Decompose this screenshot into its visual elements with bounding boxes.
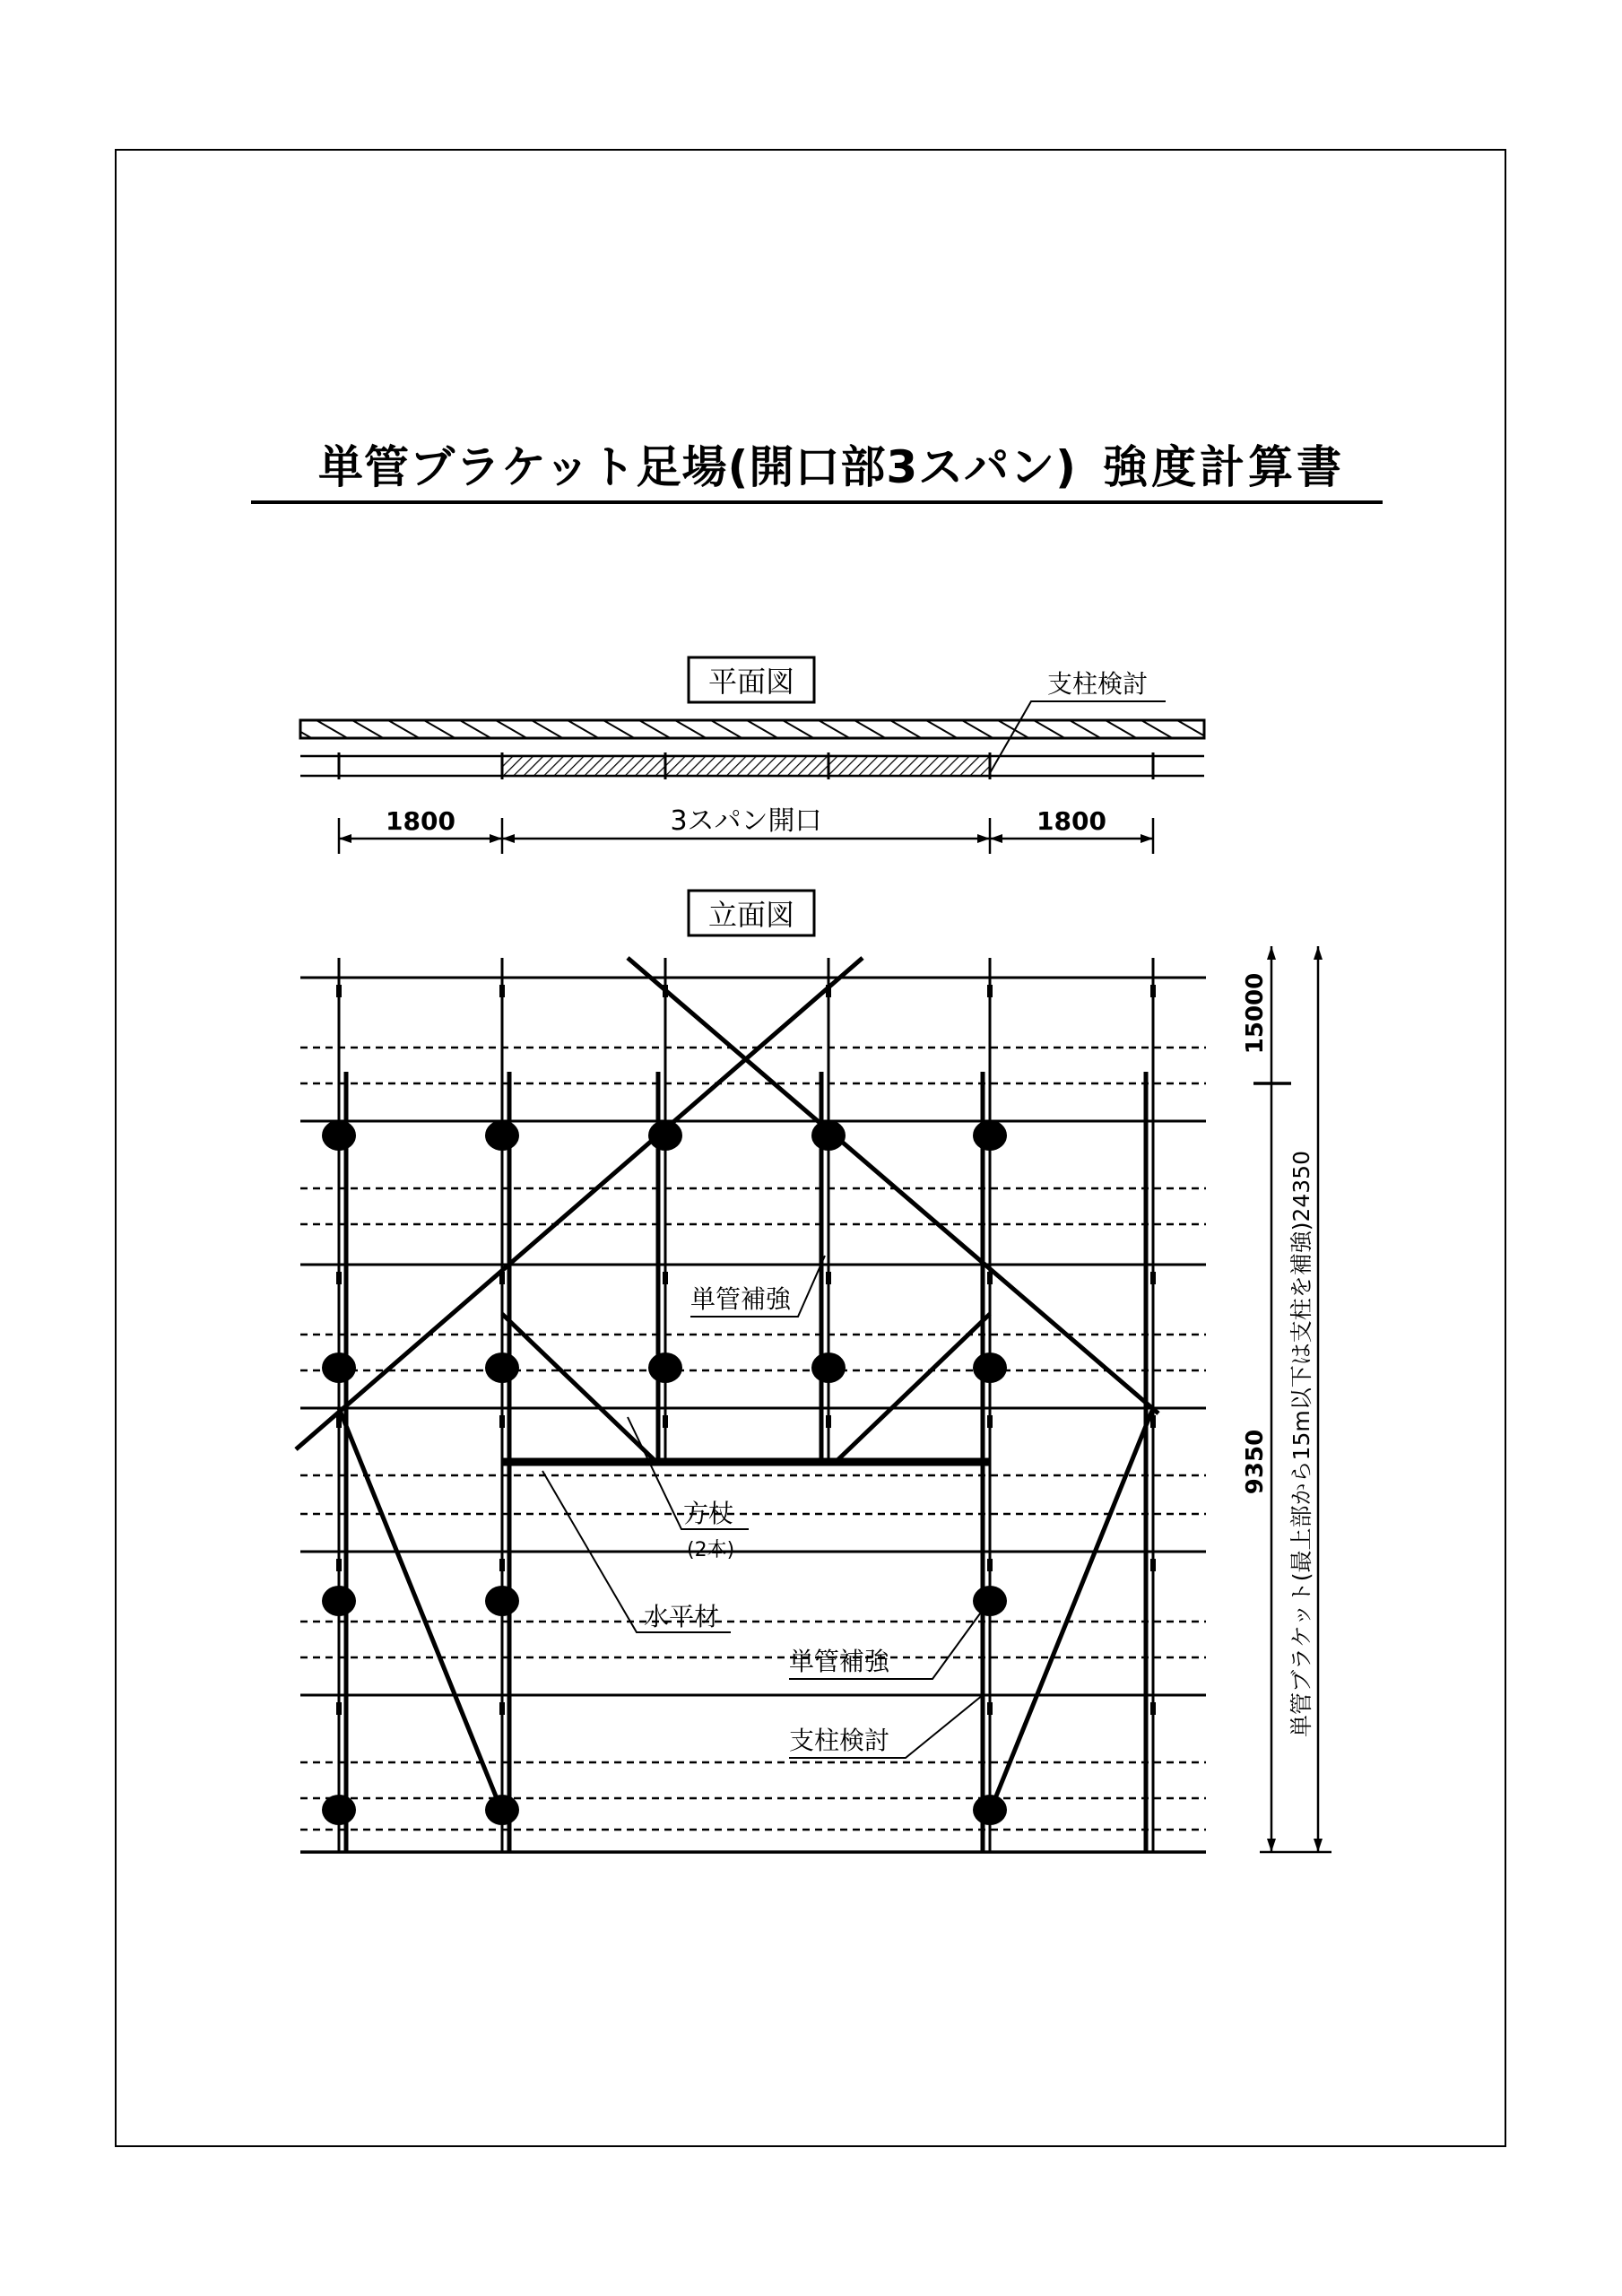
- plan-label-column-check: 支柱検討: [1047, 669, 1149, 699]
- document-title-right: 強度計算書: [1103, 441, 1345, 493]
- dim-total: 単管ブラケット(最上部から15m以下は支柱を補強)24350: [1288, 1151, 1314, 1737]
- elevation-view: [296, 891, 1331, 1852]
- elevation-heading: 立面図: [707, 898, 795, 932]
- plan-view: [300, 657, 1204, 854]
- label-single-pipe-reinforce: 単管補強: [690, 1284, 792, 1314]
- plan-dim-center: 3スパン開口: [670, 805, 822, 837]
- bracket-lines: [300, 1048, 1206, 1830]
- label-brace-count: (2本): [687, 1539, 735, 1561]
- diagonal-braces: [296, 958, 1158, 1812]
- document-title: 単管ブラケット足場(開口部3スパン): [318, 441, 1077, 493]
- plan-opening-hatch: [502, 756, 990, 776]
- plan-heading: 平面図: [707, 665, 795, 699]
- dim-lower: 9350: [1242, 1429, 1269, 1495]
- label-column-check: 支柱検討: [789, 1726, 890, 1755]
- plan-dim-left: 1800: [386, 806, 455, 836]
- plan-wall-strip: [300, 720, 1204, 738]
- label-single-pipe-reinforce-2: 単管補強: [789, 1647, 890, 1676]
- label-horizontal-member: 水平材: [644, 1602, 720, 1631]
- label-brace: 方杖: [683, 1499, 734, 1528]
- horizontal-ledgers: [300, 978, 1206, 1852]
- plan-dim-right: 1800: [1037, 806, 1106, 836]
- columns: [339, 958, 1153, 1852]
- dim-top: 15000: [1242, 972, 1269, 1055]
